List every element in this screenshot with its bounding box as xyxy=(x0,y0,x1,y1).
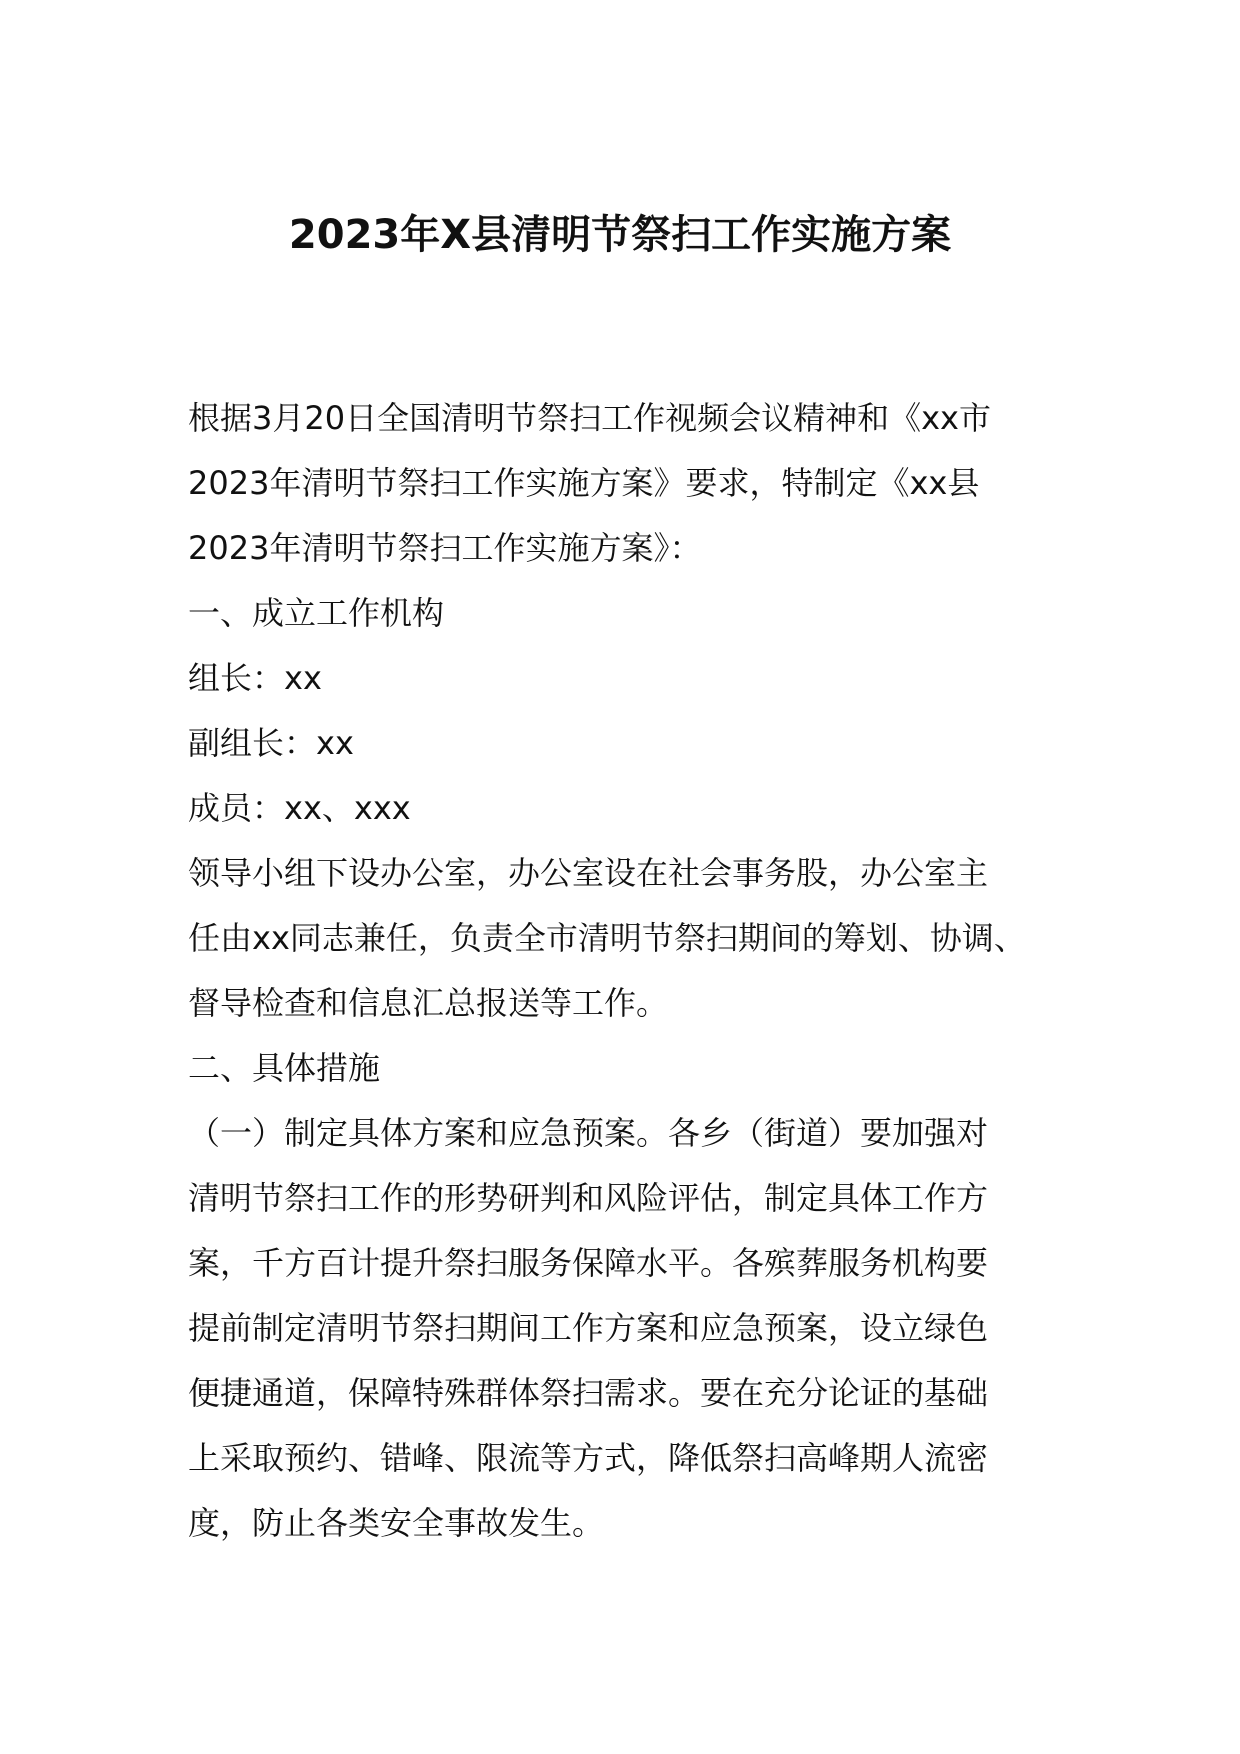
intro-line-3: 2023年清明节祭扫工作实施方案》： xyxy=(188,529,702,567)
measure-1-line-7: 度，防止各类安全事故发生。 xyxy=(188,1504,605,1542)
office-line-2: 任由xx同志兼任，负责全市清明节祭扫期间的筹划、协调、 xyxy=(188,919,1026,957)
document-title: 2023年X县清明节祭扫工作实施方案 xyxy=(288,212,952,258)
measure-1-line-6: 上采取预约、错峰、限流等方式，降低祭扫高峰期人流密 xyxy=(188,1439,989,1477)
measure-1-line-4: 提前制定清明节祭扫期间工作方案和应急预案，设立绿色 xyxy=(188,1309,989,1347)
document-body xyxy=(188,386,1068,1556)
measure-1-line-1: （一）制定具体方案和应急预案。各乡（街道）要加强对 xyxy=(188,1114,989,1152)
intro-line-2: 2023年清明节祭扫工作实施方案》要求，特制定《xx县 xyxy=(188,464,980,502)
measure-1-line-3: 案，千方百计提升祭扫服务保障水平。各殡葬服务机构要 xyxy=(188,1244,989,1282)
deputy-leader-line: 副组长：xx xyxy=(188,724,354,762)
section-heading-2: 二、具体措施 xyxy=(188,1049,381,1087)
leader-line: 组长：xx xyxy=(188,659,322,697)
measure-1-line-2: 清明节祭扫工作的形势研判和风险评估，制定具体工作方 xyxy=(188,1179,989,1217)
members-line: 成员：xx、xxx xyxy=(188,789,411,827)
office-line-1: 领导小组下设办公室，办公室设在社会事务股，办公室主 xyxy=(188,854,989,892)
measure-1-line-5: 便捷通道，保障特殊群体祭扫需求。要在充分论证的基础 xyxy=(188,1374,989,1412)
section-heading-1: 一、成立工作机构 xyxy=(188,594,445,632)
office-line-3: 督导检查和信息汇总报送等工作。 xyxy=(188,984,669,1022)
intro-line-1: 根据3月20日全国清明节祭扫工作视频会议精神和《xx市 xyxy=(188,399,991,437)
